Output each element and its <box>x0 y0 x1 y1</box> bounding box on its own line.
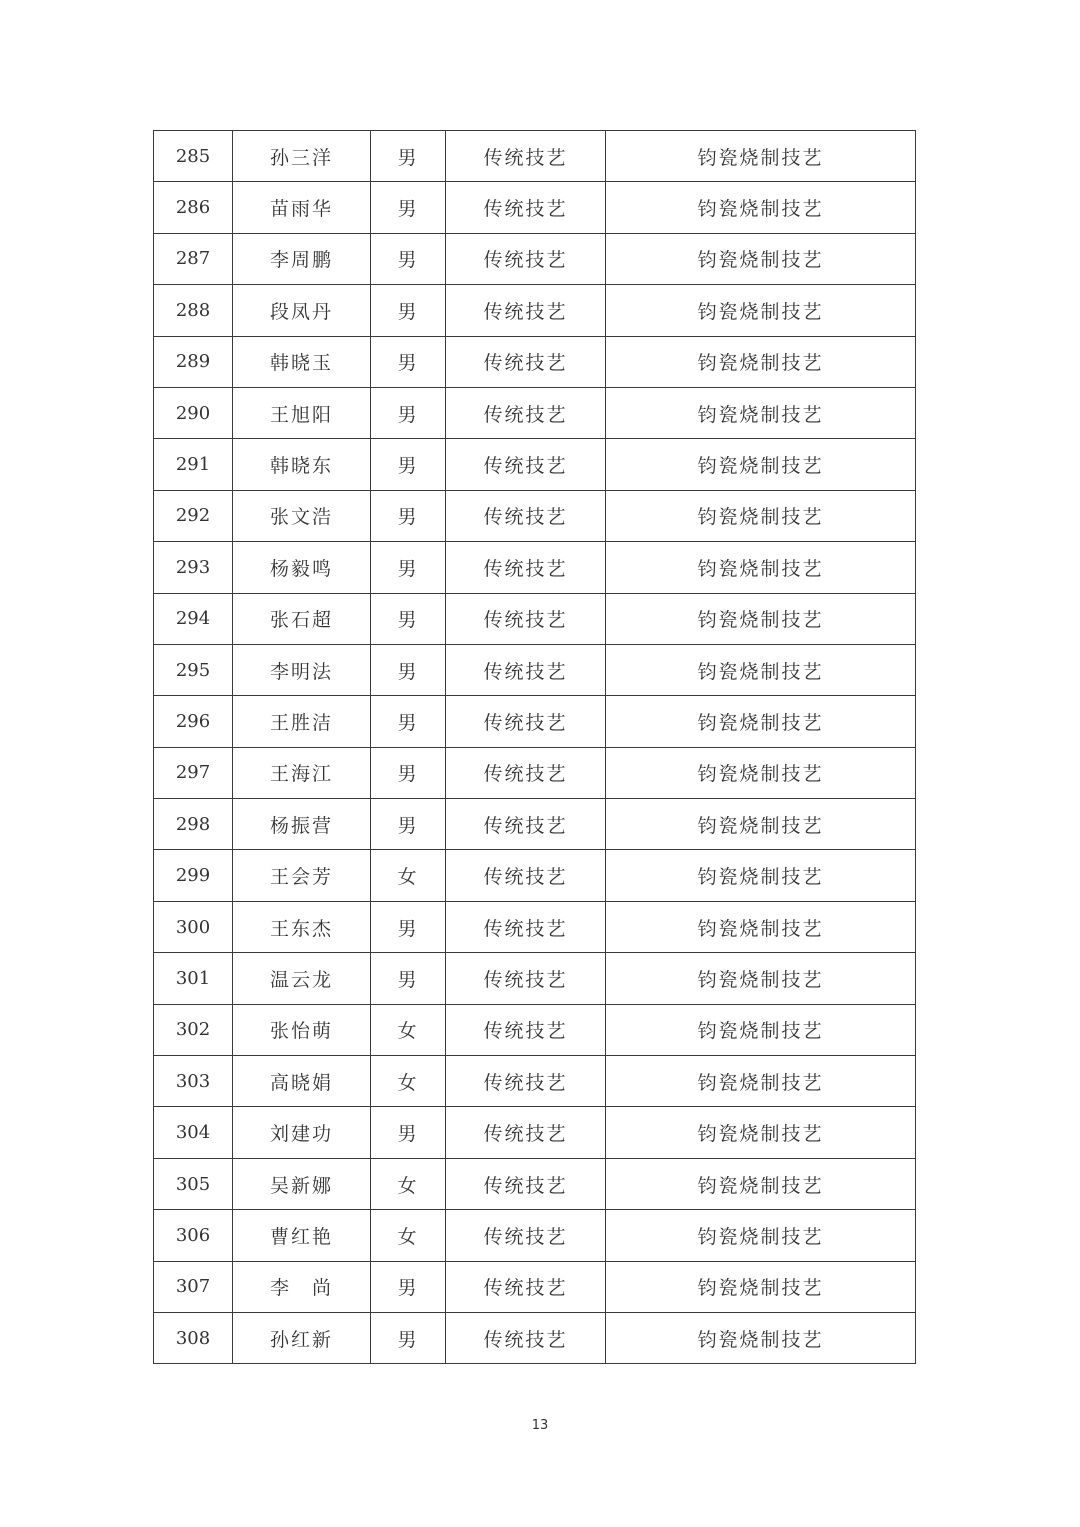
table-row <box>154 593 916 644</box>
gender-cell: 男 <box>371 490 446 541</box>
heritage-project-cell: 钧瓷烧制技艺 <box>606 387 916 438</box>
heritage-project-cell: 钧瓷烧制技艺 <box>606 1261 916 1312</box>
heritage-category-cell: 传统技艺 <box>446 387 606 438</box>
gender-cell: 男 <box>371 1312 446 1363</box>
heritage-category-cell: 传统技艺 <box>446 131 606 182</box>
person-name-cell: 王旭阳 <box>233 387 371 438</box>
heritage-category-cell: 传统技艺 <box>446 490 606 541</box>
heritage-project-cell: 钧瓷烧制技艺 <box>606 644 916 695</box>
gender-cell: 男 <box>371 696 446 747</box>
person-name-cell: 高晓娟 <box>233 1056 371 1107</box>
person-name-cell: 张石超 <box>233 593 371 644</box>
row-number-cell: 287 <box>154 233 233 284</box>
person-name-cell: 张怡萌 <box>233 1004 371 1055</box>
gender-cell: 男 <box>371 131 446 182</box>
person-name-cell: 李周鹏 <box>233 233 371 284</box>
roster-table-body <box>154 131 916 1364</box>
gender-cell: 女 <box>371 1056 446 1107</box>
row-number-cell: 307 <box>154 1261 233 1312</box>
person-name-cell: 杨振营 <box>233 799 371 850</box>
row-number-cell: 296 <box>154 696 233 747</box>
person-name-cell: 韩晓玉 <box>233 336 371 387</box>
row-number-cell: 306 <box>154 1210 233 1261</box>
heritage-category-cell: 传统技艺 <box>446 1056 606 1107</box>
heritage-category-cell: 传统技艺 <box>446 1004 606 1055</box>
heritage-project-cell: 钧瓷烧制技艺 <box>606 850 916 901</box>
person-name-cell: 王胜洁 <box>233 696 371 747</box>
heritage-project-cell: 钧瓷烧制技艺 <box>606 901 916 952</box>
heritage-project-cell: 钧瓷烧制技艺 <box>606 1210 916 1261</box>
table-row <box>154 182 916 233</box>
heritage-category-cell: 传统技艺 <box>446 439 606 490</box>
heritage-category-cell: 传统技艺 <box>446 233 606 284</box>
person-name-cell: 曹红艳 <box>233 1210 371 1261</box>
table-row <box>154 336 916 387</box>
gender-cell: 男 <box>371 439 446 490</box>
heritage-project-cell: 钧瓷烧制技艺 <box>606 542 916 593</box>
heritage-category-cell: 传统技艺 <box>446 1312 606 1363</box>
heritage-project-cell: 钧瓷烧制技艺 <box>606 1158 916 1209</box>
heritage-category-cell: 传统技艺 <box>446 1261 606 1312</box>
person-name-cell: 吴新娜 <box>233 1158 371 1209</box>
heritage-project-cell: 钧瓷烧制技艺 <box>606 1004 916 1055</box>
heritage-project-cell: 钧瓷烧制技艺 <box>606 1107 916 1158</box>
person-name-cell: 段凤丹 <box>233 285 371 336</box>
row-number-cell: 294 <box>154 593 233 644</box>
table-row <box>154 901 916 952</box>
row-number-cell: 308 <box>154 1312 233 1363</box>
person-name-cell: 张文浩 <box>233 490 371 541</box>
person-name-cell: 刘建功 <box>233 1107 371 1158</box>
person-name-cell: 孙三洋 <box>233 131 371 182</box>
row-number-cell: 301 <box>154 953 233 1004</box>
gender-cell: 女 <box>371 1004 446 1055</box>
row-number-cell: 295 <box>154 644 233 695</box>
row-number-cell: 288 <box>154 285 233 336</box>
table-row <box>154 644 916 695</box>
table-row <box>154 799 916 850</box>
row-number-cell: 298 <box>154 799 233 850</box>
gender-cell: 女 <box>371 1210 446 1261</box>
person-name-cell: 杨毅鸣 <box>233 542 371 593</box>
person-name-cell: 李 尚 <box>233 1261 371 1312</box>
table-row <box>154 1004 916 1055</box>
row-number-cell: 305 <box>154 1158 233 1209</box>
heritage-category-cell: 传统技艺 <box>446 850 606 901</box>
gender-cell: 女 <box>371 850 446 901</box>
heritage-category-cell: 传统技艺 <box>446 285 606 336</box>
gender-cell: 男 <box>371 233 446 284</box>
heritage-project-cell: 钧瓷烧制技艺 <box>606 593 916 644</box>
row-number-cell: 292 <box>154 490 233 541</box>
heritage-project-cell: 钧瓷烧制技艺 <box>606 953 916 1004</box>
heritage-project-cell: 钧瓷烧制技艺 <box>606 1312 916 1363</box>
heritage-category-cell: 传统技艺 <box>446 901 606 952</box>
heritage-category-cell: 传统技艺 <box>446 644 606 695</box>
gender-cell: 男 <box>371 1107 446 1158</box>
table-row <box>154 285 916 336</box>
row-number-cell: 304 <box>154 1107 233 1158</box>
gender-cell: 男 <box>371 336 446 387</box>
person-name-cell: 王会芳 <box>233 850 371 901</box>
row-number-cell: 289 <box>154 336 233 387</box>
table-row <box>154 490 916 541</box>
person-name-cell: 李明法 <box>233 644 371 695</box>
heritage-category-cell: 传统技艺 <box>446 747 606 798</box>
gender-cell: 男 <box>371 387 446 438</box>
gender-cell: 男 <box>371 542 446 593</box>
table-row <box>154 387 916 438</box>
heritage-project-cell: 钧瓷烧制技艺 <box>606 233 916 284</box>
heritage-project-cell: 钧瓷烧制技艺 <box>606 336 916 387</box>
row-number-cell: 286 <box>154 182 233 233</box>
heritage-category-cell: 传统技艺 <box>446 799 606 850</box>
heritage-category-cell: 传统技艺 <box>446 182 606 233</box>
heritage-category-cell: 传统技艺 <box>446 1210 606 1261</box>
heritage-project-cell: 钧瓷烧制技艺 <box>606 131 916 182</box>
heritage-project-cell: 钧瓷烧制技艺 <box>606 1056 916 1107</box>
heritage-project-cell: 钧瓷烧制技艺 <box>606 696 916 747</box>
gender-cell: 男 <box>371 182 446 233</box>
person-name-cell: 苗雨华 <box>233 182 371 233</box>
person-name-cell: 孙红新 <box>233 1312 371 1363</box>
gender-cell: 男 <box>371 285 446 336</box>
gender-cell: 男 <box>371 644 446 695</box>
table-row <box>154 696 916 747</box>
table-row <box>154 1312 916 1363</box>
table-row <box>154 953 916 1004</box>
gender-cell: 男 <box>371 799 446 850</box>
person-name-cell: 韩晓东 <box>233 439 371 490</box>
heritage-category-cell: 传统技艺 <box>446 336 606 387</box>
row-number-cell: 299 <box>154 850 233 901</box>
table-row <box>154 542 916 593</box>
heritage-project-cell: 钧瓷烧制技艺 <box>606 799 916 850</box>
heritage-project-cell: 钧瓷烧制技艺 <box>606 747 916 798</box>
table-row <box>154 439 916 490</box>
heritage-category-cell: 传统技艺 <box>446 696 606 747</box>
row-number-cell: 285 <box>154 131 233 182</box>
heritage-category-cell: 传统技艺 <box>446 542 606 593</box>
row-number-cell: 303 <box>154 1056 233 1107</box>
table-row <box>154 1056 916 1107</box>
table-row <box>154 1261 916 1312</box>
heritage-category-cell: 传统技艺 <box>446 1158 606 1209</box>
heritage-category-cell: 传统技艺 <box>446 1107 606 1158</box>
person-name-cell: 王海江 <box>233 747 371 798</box>
gender-cell: 男 <box>371 901 446 952</box>
row-number-cell: 300 <box>154 901 233 952</box>
heritage-project-cell: 钧瓷烧制技艺 <box>606 439 916 490</box>
heritage-project-cell: 钧瓷烧制技艺 <box>606 490 916 541</box>
gender-cell: 男 <box>371 1261 446 1312</box>
row-number-cell: 290 <box>154 387 233 438</box>
heritage-category-cell: 传统技艺 <box>446 593 606 644</box>
page-number: 13 <box>531 1418 549 1433</box>
gender-cell: 男 <box>371 747 446 798</box>
gender-cell: 男 <box>371 953 446 1004</box>
row-number-cell: 297 <box>154 747 233 798</box>
gender-cell: 女 <box>371 1158 446 1209</box>
table-row <box>154 1210 916 1261</box>
table-row <box>154 747 916 798</box>
row-number-cell: 293 <box>154 542 233 593</box>
person-name-cell: 温云龙 <box>233 953 371 1004</box>
person-name-cell: 王东杰 <box>233 901 371 952</box>
heritage-project-cell: 钧瓷烧制技艺 <box>606 182 916 233</box>
heritage-project-cell: 钧瓷烧制技艺 <box>606 285 916 336</box>
row-number-cell: 302 <box>154 1004 233 1055</box>
row-number-cell: 291 <box>154 439 233 490</box>
table-row <box>154 1158 916 1209</box>
inheritor-roster-table <box>153 130 916 1364</box>
gender-cell: 男 <box>371 593 446 644</box>
table-row <box>154 233 916 284</box>
table-row <box>154 131 916 182</box>
heritage-category-cell: 传统技艺 <box>446 953 606 1004</box>
table-row <box>154 1107 916 1158</box>
table-row <box>154 850 916 901</box>
